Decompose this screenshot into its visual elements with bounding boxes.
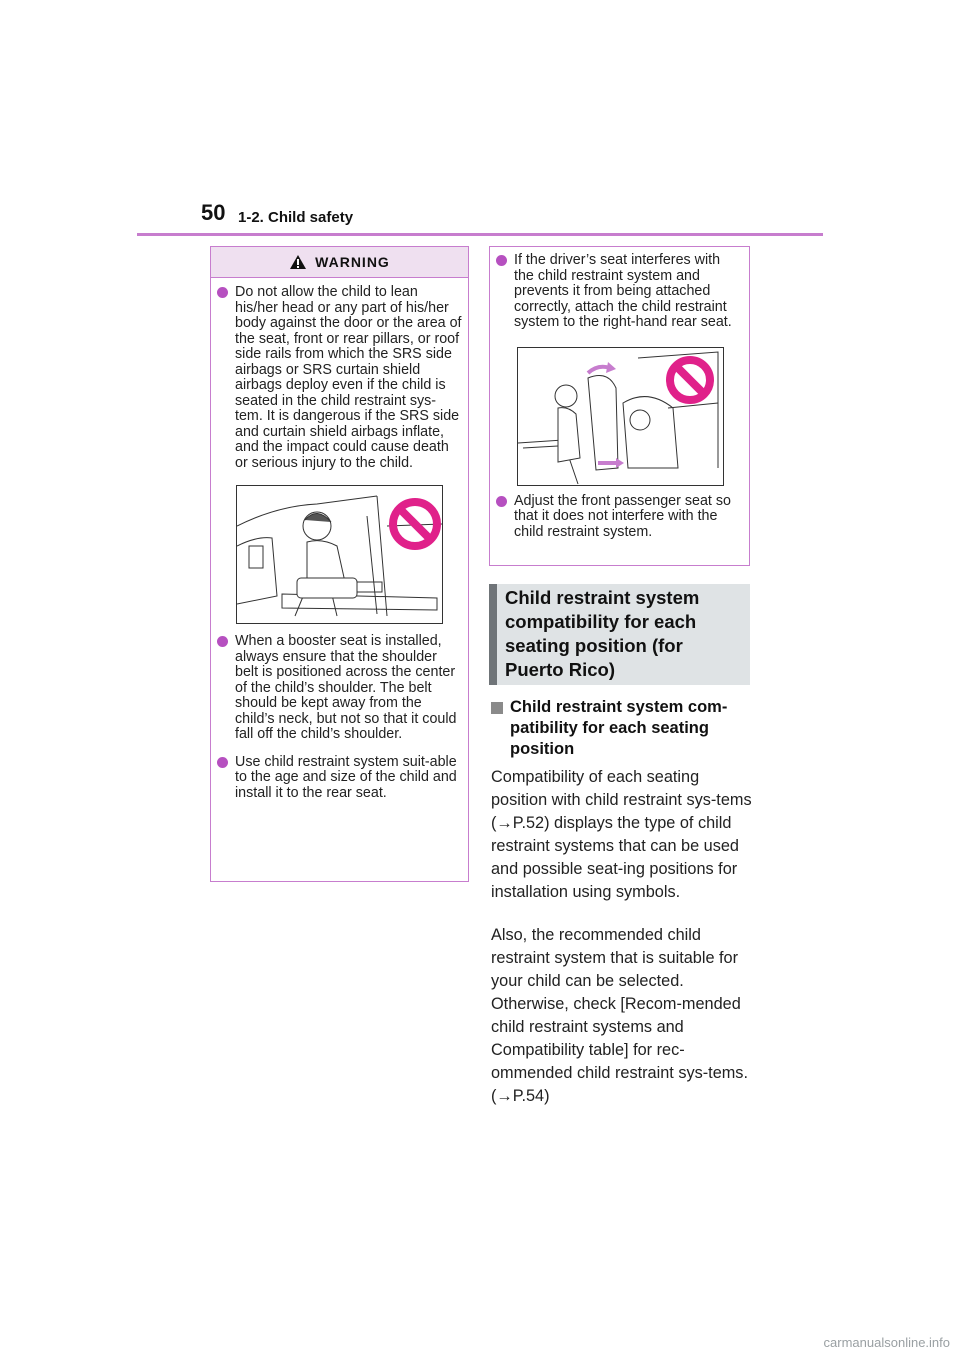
square-bullet-icon [491, 702, 503, 714]
header-divider [137, 233, 823, 236]
warning-bullet [217, 755, 462, 802]
driver-seat-interference-illustration [517, 347, 724, 486]
warning-continuation-box [489, 246, 750, 566]
driver-seat-child-seat-drawing [518, 348, 723, 485]
watermark: carmanualsonline.info [823, 1335, 950, 1350]
body-paragraph: Compatibility of each seating position with child restraint sys-tems (→P.52) displays the type of child restraint systems that can be used and possible seat-ing positions for installation using symbols. [491, 768, 752, 901]
warning-bullet-text: Do not allow the child to lean his/her head or any part of his/her body against the door or the area of the seat, front or rear pillars, or roof side rails from which the SRS side airbags or SRS curtain shield airbags deploy even if the child is seated in the child restraint sys-tem. It is dangerous if the SRS side and curtain shield airbags inflate, and the impact could cause death or serious injury to the child. [235, 284, 462, 471]
sub-heading [491, 697, 753, 760]
warning-bullet [496, 253, 743, 331]
warning-bullet-text: Adjust the front passenger seat so that it does not interfere with the child restraint system. [514, 492, 731, 540]
child-booster-seat-drawing [237, 486, 442, 623]
section-title: 1-2. Child safety [238, 209, 354, 226]
child-leaning-on-door-illustration [236, 485, 443, 624]
warning-bullet-text: Use child restraint system suit-able to the age and size of the child and install it to the rear seat. [235, 753, 457, 801]
warning-bullet [217, 285, 462, 471]
bullet-dot-icon [496, 255, 507, 266]
body-paragraph: Also, the recommended child restraint system that is suitable for your child can be selected. Otherwise, check [Recom-mended child restraint systems and Compatibility table] for rec-ommended child restraint sys-tems. (→P.54) [491, 926, 748, 1105]
warning-bullet [496, 494, 743, 541]
warning-bullet-text: When a booster seat is installed, always ensure that the shoulder belt is positioned across the center of the child’s shoulder. The belt should be kept away from the child’s neck, but not so that it could fall off the child’s shoulder. [235, 633, 457, 742]
bullet-dot-icon [217, 757, 228, 768]
warning-title: WARNING [315, 254, 390, 270]
bullet-dot-icon [217, 287, 228, 298]
warning-header [211, 247, 468, 278]
warning-triangle-icon [289, 254, 307, 270]
warning-bullet [217, 634, 462, 743]
page-number: 50 [201, 200, 226, 225]
sub-heading-text: Child restraint system com-patibility for each seating position [510, 698, 728, 758]
warning-bullet-text: If the driver’s seat interferes with the child restraint system and prevents it from being attached correctly, attach the child restraint system to the right-hand rear seat. [514, 252, 732, 330]
bullet-dot-icon [496, 496, 507, 507]
section-heading: Child restraint system compatibility for each seating position (for Puerto Rico) [489, 584, 750, 685]
warning-box [210, 246, 469, 882]
bullet-dot-icon [217, 636, 228, 647]
